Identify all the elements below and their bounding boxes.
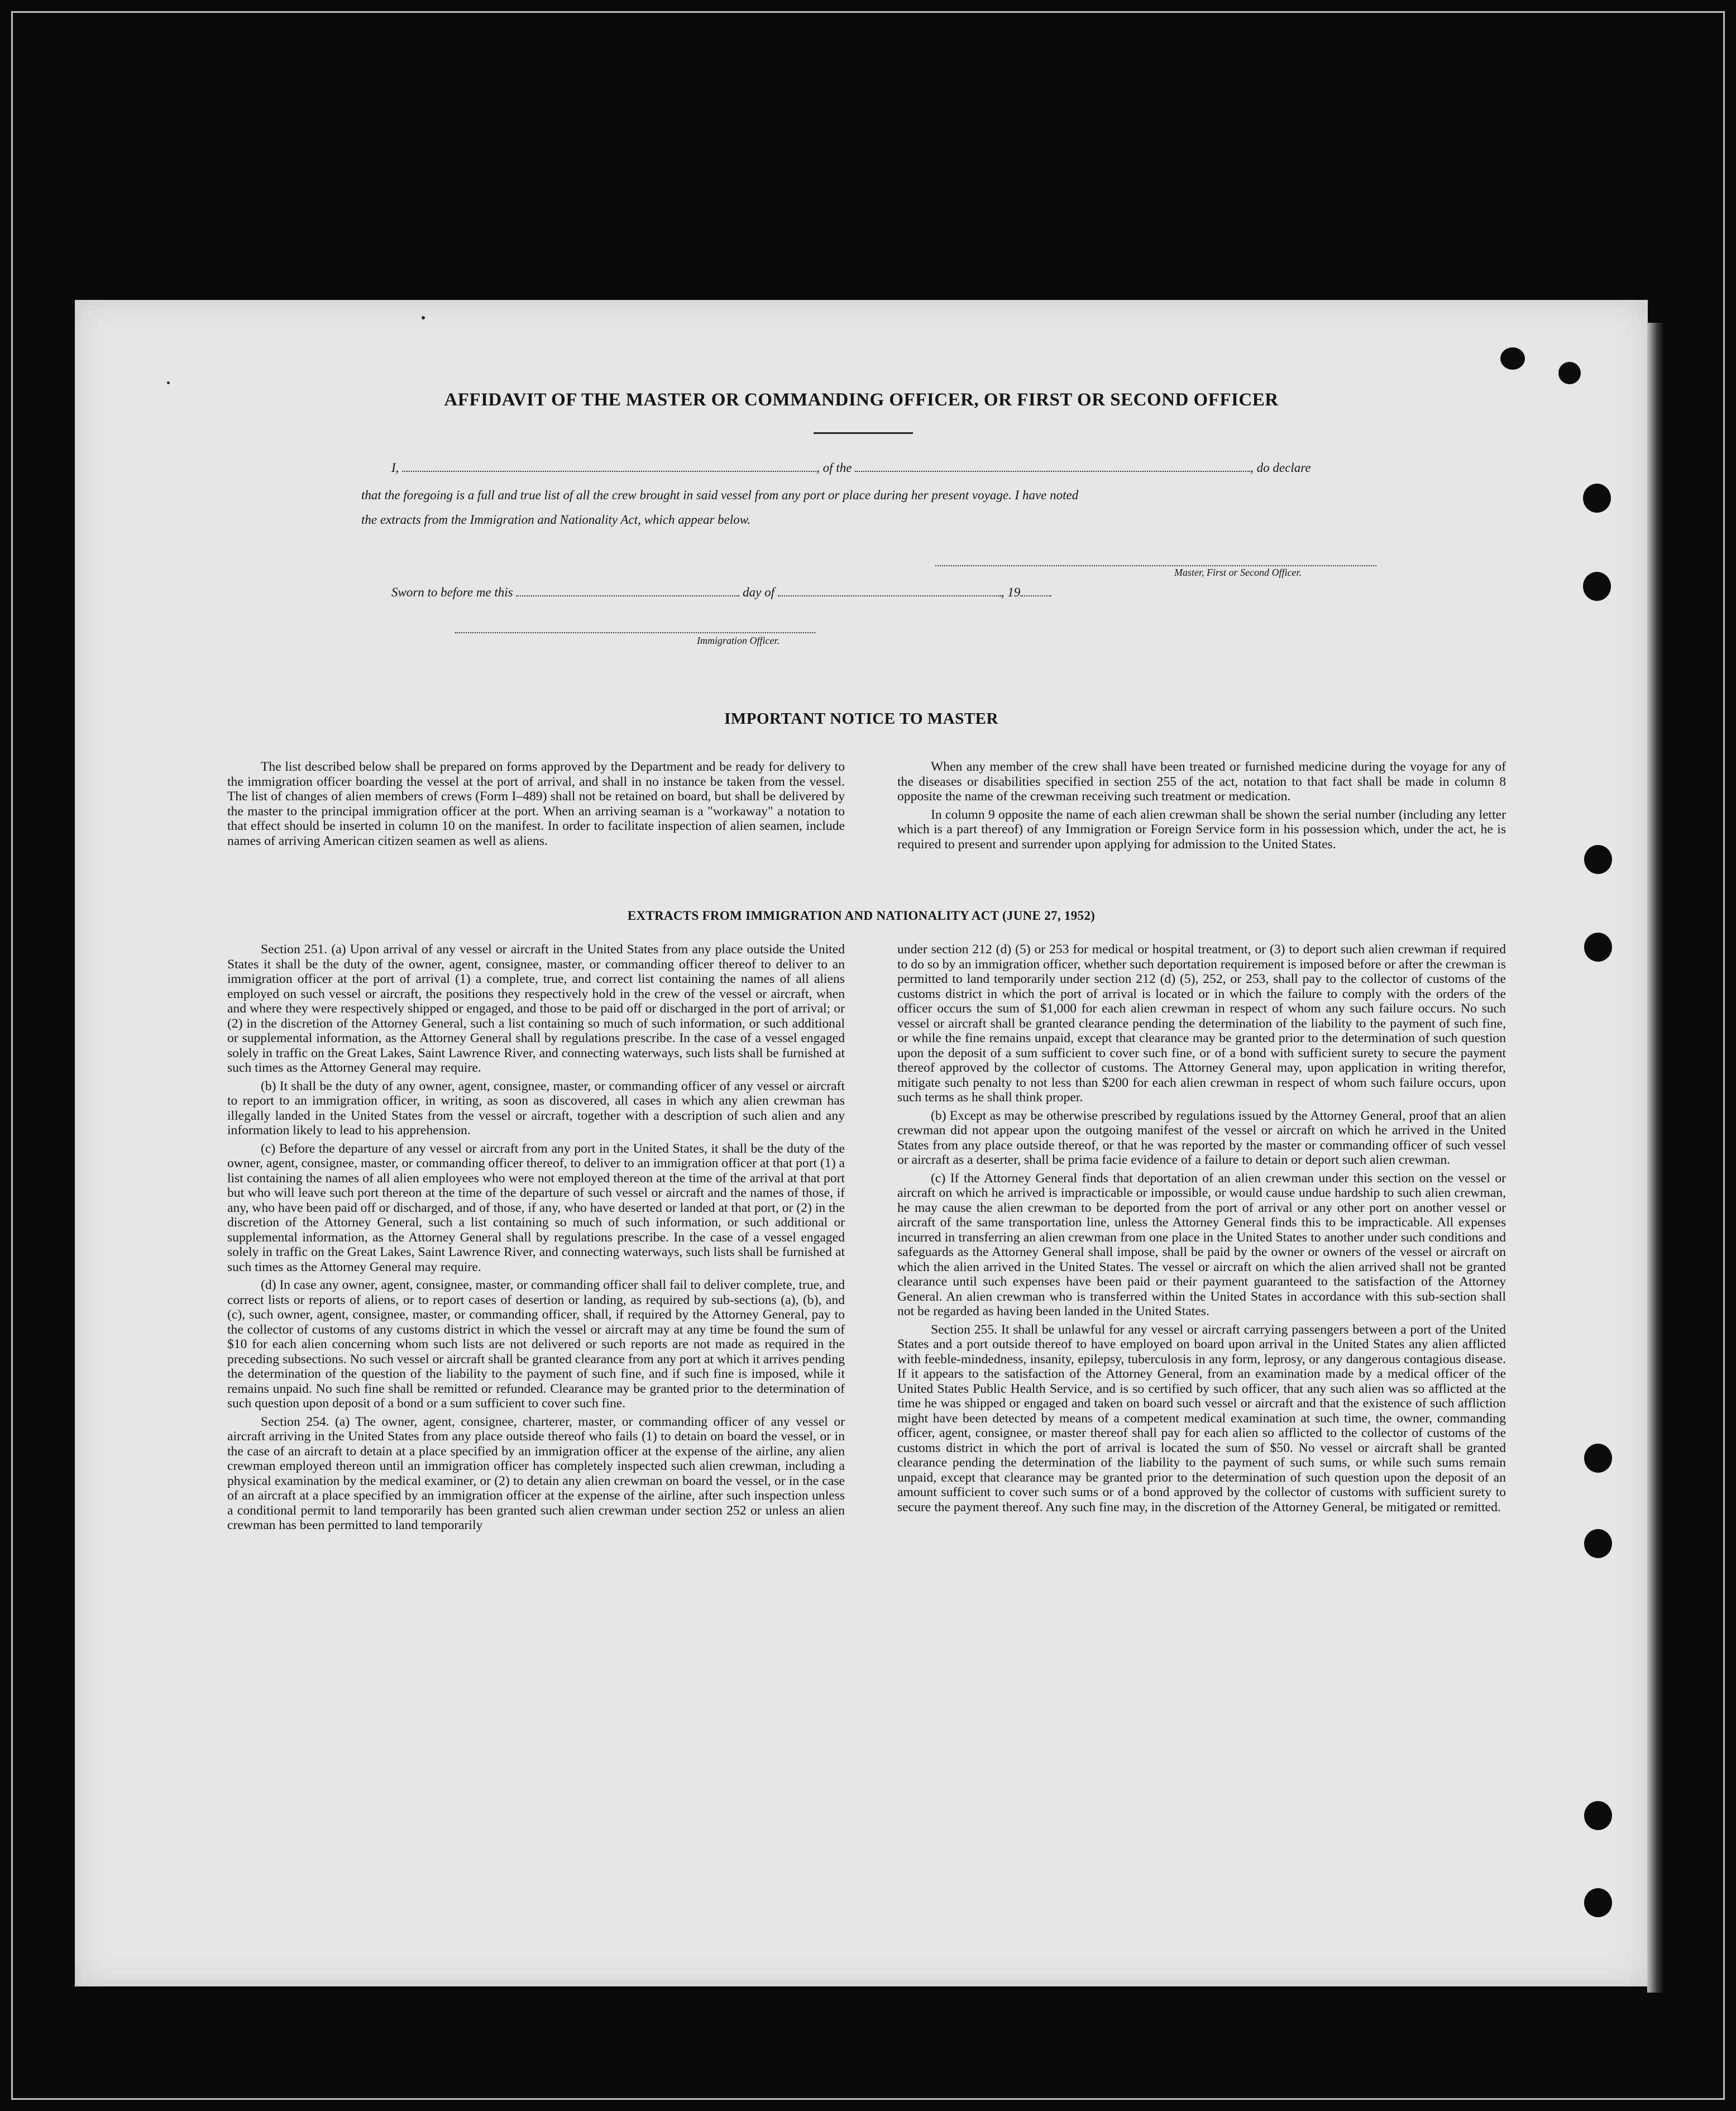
punch-hole-icon — [1584, 933, 1612, 962]
punch-hole-icon — [1558, 362, 1581, 384]
master-signature-caption: Master, First or Second Officer. — [1174, 567, 1302, 578]
label-sworn: Sworn to before me this — [391, 585, 513, 599]
notice-right-column — [897, 760, 1506, 855]
immigration-officer-caption: Immigration Officer. — [697, 635, 779, 646]
extracts-left-column — [227, 942, 845, 1536]
immigration-officer-signature-line[interactable] — [455, 631, 815, 633]
punch-hole-icon — [1583, 484, 1611, 513]
notice-left-paragraph: The list described below shall be prepared on forms approved by the Department and be ready for delivery to the immigration officer boarding the vessel at the port of arrival, and shall in no instance be taken from the vessel. The list of changes of alien members of crews (Form I–489) shall not be retained on board, but shall be delivered by the master to the principal immigration officer at the port. When an arriving seaman is a "workaway" a notation to that effect should be inserted in column 10 on the manifest. In order to facilitate inspection of alien seamen, include names of arriving American citizen seamen as well as aliens. — [227, 760, 845, 848]
master-name-field[interactable] — [402, 461, 816, 472]
label-year: , 19 — [1001, 585, 1021, 599]
sworn-year-field[interactable] — [1020, 585, 1051, 596]
section-254-a-continued: under section 212 (d) (5) or 253 for medical or hospital treatment, or (3) to deport such alien crewman if required to do so by an immigration officer, whether such deportation requirement is imposed before or after the crewman is permitted to land temporarily under section 212 (d) (5), 252, or 253, shall pay to the collector of customs of the customs district in which the port of arrival is located or in which the failure to comply with the orders of the officer occurs the sum of $1,000 for each alien crewman in respect of whom any such failure occurs. No such vessel or aircraft shall be granted clearance pending the determination of the liability to the payment of such fine, or while the fine remains unpaid, except that clearance may be granted prior to the determination of such question upon the deposit of a sum sufficient to cover such fine, or of a bond with sufficient surety to secure the payment thereof approved by the collector of customs. The Attorney General may, upon application in writing therefor, mitigate such penalty to not less than $200 for each alien crewman in respect of whom such failure occurs, upon such terms as he shall think proper. — [897, 942, 1506, 1105]
title-rule — [814, 432, 913, 434]
section-255: Section 255. It shall be unlawful for any vessel or aircraft carrying passengers between a port of the United States and a port outside thereof to have employed on board upon arrival in the United States any alien afflicted with feeble-mindedness, insanity, epilepsy, tuberculosis in any form, leprosy, or any dangerous contagious disease. If it appears to the satisfaction of the Attorney General, from an examination made by a medical officer of the United States Public Health Service, and is so certified by such officer, that any such alien was so afflicted at the time he was shipped or engaged and taken on board such vessel or aircraft and that the existence of such affliction might have been detected by means of a competent medical examination at such time, the owner, commanding officer, agent, consignee, or master thereof shall pay for each alien so afflicted to the collector of customs of the customs district in which the port of arrival is located the sum of $50. No vessel or aircraft shall be granted clearance pending the determination of the liability to the payment of such sums, or while such sums remain unpaid, except that clearance may be granted prior to the determination of such question upon the deposit of an amount sufficient to cover such sums or of a bond approved by the collector of customs with sufficient surety to secure the payment thereof. Any such fine may, in the discretion of the Attorney General, be mitigated or remitted. — [897, 1322, 1506, 1515]
section-251-a: Section 251. (a) Upon arrival of any vessel or aircraft in the United States from any place outside the United States it shall be the duty of the owner, agent, consignee, master, or commanding officer thereof to deliver to an immigration officer at the port of arrival (1) a complete, true, and correct list containing the names of all aliens employed on such vessel or aircraft, the positions they respectively hold in the crew of the vessel or aircraft, when and where they were respectively shipped or engaged, and those to be paid off or discharged in the port of arrival; or (2) in the discretion of the Attorney General, such a list containing so much of such information, or such additional or supplemental information, as the Attorney General shall by regulations prescribe. In the case of a vessel engaged solely in traffic on the Great Lakes, Saint Lawrence River, and connecting waterways, such lists shall be furnished at such times as the Attorney General may require. — [227, 942, 845, 1075]
section-251-b: (b) It shall be the duty of any owner, agent, consignee, master, or commanding officer of any vessel or aircraft to report to an immigration officer, in writing, as soon as discovered, all cases in which any alien crewman has illegally landed in the United States from the vessel or aircraft, together with a description of such alien and any information likely to lead to his apprehension. — [227, 1078, 845, 1138]
label-i: I, — [391, 461, 399, 475]
punch-hole-icon — [1583, 572, 1611, 601]
notice-heading: IMPORTANT NOTICE TO MASTER — [724, 710, 998, 728]
label-of-the: , of the — [816, 461, 852, 475]
page-edge-shadow — [1647, 323, 1664, 1993]
sworn-day-field[interactable] — [516, 585, 739, 596]
punch-hole-icon — [1584, 1801, 1612, 1830]
affidavit-line-3: the extracts from the Immigration and Nationality Act, which appear below. — [361, 513, 751, 527]
extracts-right-column — [897, 942, 1506, 1518]
dust-speck — [422, 316, 425, 319]
punch-hole-icon — [1584, 1529, 1612, 1558]
document-page — [75, 300, 1648, 1986]
notice-right-paragraph-1: When any member of the crew shall have been treated or furnished medicine during the voyage for any of the diseases or disabilities specified in section 255 of the act, notation to that fact shall be made in column 8 opposite the name of the crewman receiving such treatment or medication. — [897, 760, 1506, 804]
punch-hole-icon — [1584, 1888, 1612, 1917]
sworn-month-field[interactable] — [778, 585, 1001, 596]
sworn-line — [391, 585, 1051, 600]
notice-right-paragraph-2: In column 9 opposite the name of each alien crewman shall be shown the serial number (including any letter which is a part thereof) of any Immigration or Foreign Service form in his possession which, under the act, he is required to present and surrender upon applying for admission to the United States. — [897, 807, 1506, 852]
label-day-of: day of — [743, 585, 774, 599]
affidavit-line-2: that the foregoing is a full and true list of all the crew brought in said vessel from any port or place during her present voyage. I have noted — [361, 488, 1079, 502]
punch-hole-icon — [1500, 347, 1525, 370]
dust-speck — [167, 381, 170, 384]
affidavit-title: AFFIDAVIT OF THE MASTER OR COMMANDING OFFICER, OR FIRST OR SECOND OFFICER — [444, 390, 1279, 410]
section-254-c: (c) If the Attorney General finds that deportation of an alien crewman under this section on the vessel or aircraft on which he arrived is impracticable or impossible, or would cause undue hardship to such alien crewman, he may cause the alien crewman to be deported from the port of arrival or any other port on another vessel or aircraft of the same transportation line, unless the Attorney General finds this to be impracticable. All expenses incurred in transferring an alien crewman from one place in the United States to another under such conditions and safeguards as the Attorney General shall impose, shall be paid by the owner or owners of the vessel or aircraft on which the alien arrived in the United States. The vessel or aircraft on which the alien arrived shall not be granted clearance until such expenses have been paid or their payment guaranteed to the satisfaction of the Attorney General. An alien crewman who is transferred within the United States in accordance with this sub-section shall not be regarded as having been landed in the United States. — [897, 1171, 1506, 1319]
section-251-c: (c) Before the departure of any vessel or aircraft from any port in the United States, it shall be the duty of the owner, agent, consignee, master, or commanding officer thereof, to deliver to an immigration officer at that port (1) a list containing the names of all alien employees who were not employed thereon at the time of the arrival at that port but who will leave such port thereon at the time of the departure of such vessel or aircraft and the names of those, if any, who have been paid off or discharged, and of those, if any, who have deserted or landed at that port, or (2) in the discretion of the Attorney General, such a list containing so much of such information, or such additional or supplemental information, as the Attorney General shall by regulations prescribe. In the case of a vessel engaged solely in traffic on the Great Lakes, Saint Lawrence River, and connecting waterways, such lists shall be furnished at such times as the Attorney General may require. — [227, 1141, 845, 1274]
punch-hole-icon — [1584, 1444, 1612, 1473]
punch-hole-icon — [1584, 845, 1612, 874]
vessel-name-field[interactable] — [855, 461, 1250, 472]
label-do-declare: , do declare — [1250, 461, 1311, 475]
section-254-b: (b) Except as may be otherwise prescribed by regulations issued by the Attorney General, proof that an alien crewman did not appear upon the outgoing manifest of the vessel or aircraft on which he arrived in the United States from any place outside thereof, or that he was reported by the master or commanding officer of such vessel or aircraft as a deserter, shall be prima facie evidence of a failure to detain or deport such alien crewman. — [897, 1108, 1506, 1167]
master-signature-line[interactable] — [935, 564, 1376, 566]
section-254-a: Section 254. (a) The owner, agent, consignee, charterer, master, or commanding officer of any vessel or aircraft arriving in the United States from any place outside thereof who fails (1) to detain on board the vessel, or in the case of an aircraft to detain at a place specified by an immigration officer at the expense of the airline, any alien crewman employed thereon until an immigration officer has completely inspected such alien crewman, including a physical examination by the medical examiner, or (2) to detain any alien crewman on board the vessel, or in the case of an aircraft at a place specified by an immigration officer at the expense of the airline, after such inspection unless a conditional permit to land temporarily has been granted such alien crewman under section 252 or unless an alien crewman has been permitted to land temporarily — [227, 1414, 845, 1532]
notice-left-column — [227, 760, 845, 852]
section-251-d: (d) In case any owner, agent, consignee, master, or commanding officer shall fail to deliver complete, true, and correct lists or reports of aliens, or to report cases of desertion or landing, as required by sub-sections (a), (b), and (c), such owner, agent, consignee, master, or commanding officer, shall, if required by the Attorney General, pay to the collector of customs of any customs district in which the vessel or aircraft may at any time be found the sum of $10 for each alien concerning whom such lists are not delivered or such reports are not made as required in the preceding subsections. No such vessel or aircraft shall be granted clearance from any port at which it arrives pending the determination of the question of the liability to the payment of such fine, and if such fine is imposed, while it remains unpaid. No such fine shall be remitted or refunded. Clearance may be granted prior to the determination of such question upon deposit of a bond or a sum sufficient to cover such fine. — [227, 1278, 845, 1411]
affidavit-declaration-line — [391, 461, 1311, 475]
extracts-heading: EXTRACTS FROM IMMIGRATION AND NATIONALITY ACT (JUNE 27, 1952) — [627, 909, 1096, 923]
